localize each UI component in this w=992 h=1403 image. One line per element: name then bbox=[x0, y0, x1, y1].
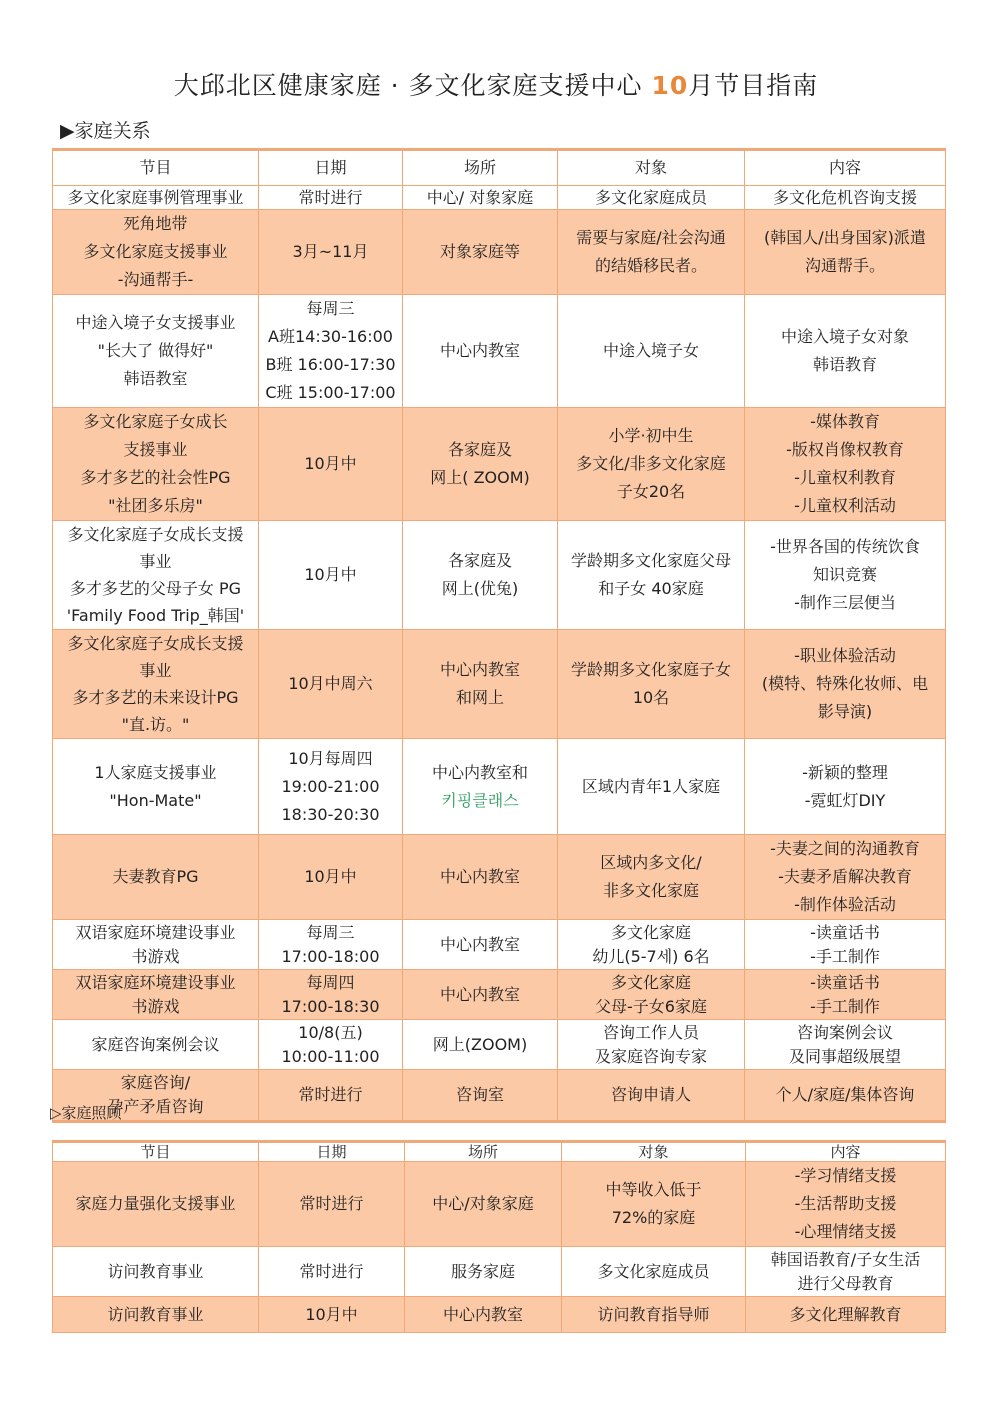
cell-target: 访问教育指导师 bbox=[562, 1297, 746, 1333]
family-relations-table bbox=[52, 148, 946, 1123]
cell-place: 各家庭及 网上( ZOOM) bbox=[403, 408, 558, 521]
cell-content: -媒体教育 -版权肖像权教育 -儿童权利教育 -儿童权利活动 bbox=[745, 408, 946, 521]
cell-target: 中途入境子女 bbox=[558, 295, 745, 408]
section-family-care: ▷家庭照顾 bbox=[50, 1104, 122, 1122]
title-suffix: 月节目指南 bbox=[688, 71, 819, 100]
cell-content: -读童话书 -手工制作 bbox=[745, 970, 946, 1020]
cell-target: 学龄期多文化家庭父母 和子女 40家庭 bbox=[558, 521, 745, 630]
header-program: 节目 bbox=[53, 1142, 259, 1162]
cell-content: -夫妻之间的沟通教育 -夫妻矛盾解决教育 -制作体验活动 bbox=[745, 835, 946, 920]
cell-target: 区域内青年1人家庭 bbox=[558, 739, 745, 835]
cell-place: 中心内教室 和网上 bbox=[403, 630, 558, 739]
cell-program: 家庭力量强化支援事业 bbox=[53, 1162, 259, 1247]
cell-program: 多文化家庭事例管理事业 bbox=[53, 186, 259, 210]
cell-date: 每周四 17:00-18:30 bbox=[259, 970, 403, 1020]
header-date: 日期 bbox=[259, 1142, 405, 1162]
header-place: 场所 bbox=[405, 1142, 562, 1162]
cell-date: 10/8(五) 10:00-11:00 bbox=[259, 1020, 403, 1070]
cell-date: 10月每周四 19:00-21:00 18:30-20:30 bbox=[259, 739, 403, 835]
cell-content: -学习情绪支援 -生活帮助支援 -心理情绪支援 bbox=[746, 1162, 946, 1247]
cell-date: 每周三 A班14:30-16:00 B班 16:00-17:30 C班 15:00-17:00 bbox=[259, 295, 403, 408]
cell-place: 对象家庭等 bbox=[403, 210, 558, 295]
table-row bbox=[53, 210, 946, 295]
cell-target: 区域内多文化/ 非多文化家庭 bbox=[558, 835, 745, 920]
table-row bbox=[53, 1020, 946, 1070]
cell-program: 双语家庭环境建设事业 书游戏 bbox=[53, 920, 259, 970]
table-row bbox=[53, 835, 946, 920]
cell-content: 韩国语教育/子女生活 进行父母教育 bbox=[746, 1247, 946, 1297]
cell-program: 家庭咨询/ 孕产矛盾咨询 bbox=[53, 1070, 259, 1122]
cell-place: 服务家庭 bbox=[405, 1247, 562, 1297]
cell-place: 中心/ 对象家庭 bbox=[403, 186, 558, 210]
cell-program: 访问教育事业 bbox=[53, 1297, 259, 1333]
cell-content: (韩国人/出身国家)派遣 沟通帮手。 bbox=[745, 210, 946, 295]
table-row bbox=[53, 920, 946, 970]
cell-target: 多文化家庭 幼儿(5-7세) 6名 bbox=[558, 920, 745, 970]
table-row bbox=[53, 739, 946, 835]
cell-content: -读童话书 -手工制作 bbox=[745, 920, 946, 970]
cell-place: 中心内教室 bbox=[403, 920, 558, 970]
title-prefix: 大邱北区健康家庭 · 多文化家庭支援中心 bbox=[173, 71, 652, 100]
cell-date: 常时进行 bbox=[259, 1247, 405, 1297]
cell-date: 10月中 bbox=[259, 521, 403, 630]
cell-program: 多文化家庭子女成长支援 事业 多才多艺的父母子女 PG 'Family Food Trip_韩国' bbox=[53, 521, 259, 630]
cell-place: 中心内教室 bbox=[403, 970, 558, 1020]
cell-program: 1人家庭支援事业 "Hon-Mate" bbox=[53, 739, 259, 835]
cell-program: 家庭咨询案例会议 bbox=[53, 1020, 259, 1070]
cell-target: 小学·初中生 多文化/非多文化家庭 子女20名 bbox=[558, 408, 745, 521]
cell-date: 3月~11月 bbox=[259, 210, 403, 295]
cell-date: 常时进行 bbox=[259, 1070, 403, 1122]
cell-target: 多文化家庭成员 bbox=[562, 1247, 746, 1297]
section-family-relations: ▶家庭关系 bbox=[60, 120, 151, 142]
cell-place: 中心内教室 bbox=[403, 835, 558, 920]
table-row bbox=[53, 186, 946, 210]
cell-target: 需要与家庭/社会沟通 的结婚移民者。 bbox=[558, 210, 745, 295]
cell-program: 双语家庭环境建设事业 书游戏 bbox=[53, 970, 259, 1020]
cell-program: 中途入境子女支援事业 "长大了 做得好" 韩语教室 bbox=[53, 295, 259, 408]
cell-place bbox=[403, 739, 558, 835]
cell-program: 多文化家庭子女成长 支援事业 多才多艺的社会性PG "社团多乐房" bbox=[53, 408, 259, 521]
cell-place: 中心内教室 bbox=[403, 295, 558, 408]
cell-program: 访问教育事业 bbox=[53, 1247, 259, 1297]
page-title bbox=[0, 66, 992, 102]
cell-date: 常时进行 bbox=[259, 1162, 405, 1247]
cell-date: 10月中 bbox=[259, 408, 403, 521]
header-target: 对象 bbox=[562, 1142, 746, 1162]
cell-content: -世界各国的传统饮食 知识竞赛 -制作三层便当 bbox=[745, 521, 946, 630]
cell-place: 各家庭及 网上(优兔) bbox=[403, 521, 558, 630]
place-korean: 키핑클래스 bbox=[441, 790, 519, 810]
cell-target: 咨询申请人 bbox=[558, 1070, 745, 1122]
header-program: 节目 bbox=[53, 150, 259, 186]
cell-place: 咨询室 bbox=[403, 1070, 558, 1122]
cell-program: 夫妻教育PG bbox=[53, 835, 259, 920]
cell-content: 中途入境子女对象 韩语教育 bbox=[745, 295, 946, 408]
family-care-table bbox=[52, 1140, 946, 1333]
cell-target: 咨询工作人员 及家庭咨询专家 bbox=[558, 1020, 745, 1070]
header-content: 内容 bbox=[745, 150, 946, 186]
cell-date: 10月中 bbox=[259, 835, 403, 920]
table-row bbox=[53, 1162, 946, 1247]
cell-date: 每周三 17:00-18:00 bbox=[259, 920, 403, 970]
cell-program: 多文化家庭子女成长支援 事业 多才多艺的未来设计PG "直.访。" bbox=[53, 630, 259, 739]
cell-content: 多文化危机咨询支援 bbox=[745, 186, 946, 210]
table-row bbox=[53, 630, 946, 739]
table-row bbox=[53, 1297, 946, 1333]
cell-date: 10月中周六 bbox=[259, 630, 403, 739]
cell-content: 咨询案例会议 及同事超级展望 bbox=[745, 1020, 946, 1070]
cell-target: 多文化家庭成员 bbox=[558, 186, 745, 210]
table-row bbox=[53, 1247, 946, 1297]
table-row bbox=[53, 295, 946, 408]
title-month-number: 10 bbox=[651, 71, 689, 100]
header-content: 内容 bbox=[746, 1142, 946, 1162]
table-row bbox=[53, 408, 946, 521]
cell-target: 多文化家庭 父母-子女6家庭 bbox=[558, 970, 745, 1020]
header-date: 日期 bbox=[259, 150, 403, 186]
cell-place: 网上(ZOOM) bbox=[403, 1020, 558, 1070]
cell-date: 10月中 bbox=[259, 1297, 405, 1333]
cell-content: 多文化理解教育 bbox=[746, 1297, 946, 1333]
header-place: 场所 bbox=[403, 150, 558, 186]
table-row bbox=[53, 521, 946, 630]
cell-date: 常时进行 bbox=[259, 186, 403, 210]
cell-place: 中心/对象家庭 bbox=[405, 1162, 562, 1247]
cell-target: 中等收入低于 72%的家庭 bbox=[562, 1162, 746, 1247]
table-row bbox=[53, 1070, 946, 1122]
cell-content: -新颖的整理 -霓虹灯DIY bbox=[745, 739, 946, 835]
cell-content: 个人/家庭/集体咨询 bbox=[745, 1070, 946, 1122]
table-row bbox=[53, 970, 946, 1020]
place-main: 中心内教室和 bbox=[431, 762, 528, 782]
header-target: 对象 bbox=[558, 150, 745, 186]
cell-program: 死角地带 多文化家庭支援事业 -沟通帮手- bbox=[53, 210, 259, 295]
cell-target: 学龄期多文化家庭子女 10名 bbox=[558, 630, 745, 739]
cell-place: 中心内教室 bbox=[405, 1297, 562, 1333]
cell-content: -职业体验活动 (模特、特殊化妆师、电 影导演) bbox=[745, 630, 946, 739]
